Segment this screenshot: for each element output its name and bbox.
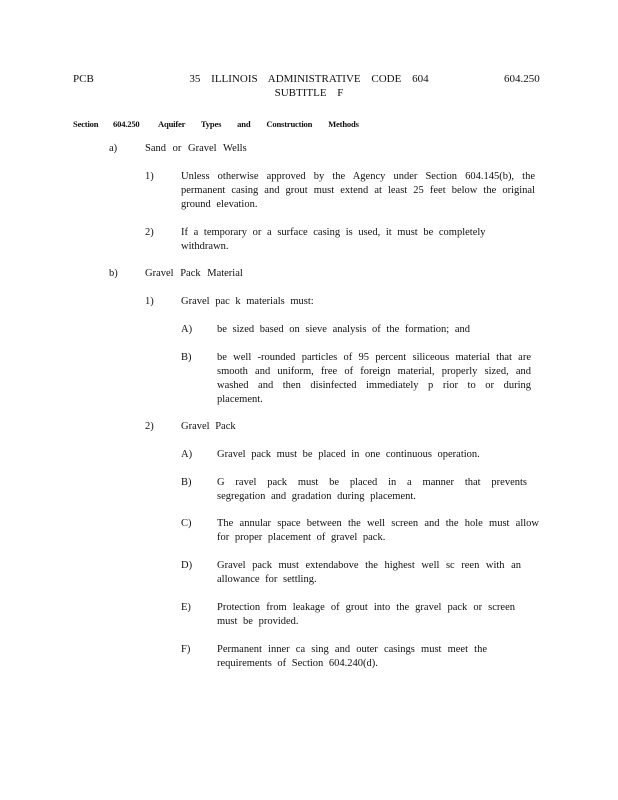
item-marker: B)	[181, 352, 192, 363]
item-text: Gravel pack must be placed in one continuous operation.	[217, 449, 480, 460]
item-text: Protection from leakage of grout into the gravel pack or screen must be provided.	[217, 602, 515, 627]
item-text: If a temporary or a surface casing is used, it must be completely withdrawn.	[181, 227, 486, 252]
item-marker: a)	[109, 143, 118, 154]
item-text: Gravel Pack	[181, 421, 236, 432]
item-text: The annular space between the well screen and the hole must allow for proper placement of gravel pack.	[217, 518, 539, 543]
item-text: G ravel pack must be placed in a manner that prevents segregation and gradation during placement.	[217, 477, 527, 502]
item-marker: 2)	[145, 421, 154, 432]
item-marker: A)	[181, 324, 193, 335]
header-code-title: 35 ILLINOIS ADMINISTRATIVE CODE 604	[189, 73, 429, 85]
section-word: Section	[73, 119, 99, 129]
item-text: Gravel pack must extendabove the highest well sc reen with an allowance for settling.	[217, 560, 521, 585]
item-marker: 1)	[145, 296, 154, 307]
item-text: Gravel Pack Material	[145, 268, 243, 279]
item-marker: D)	[181, 560, 193, 571]
item-marker: 2)	[145, 227, 154, 238]
item-text: Permanent inner ca sing and outer casings must meet the requirements of Section 604.240(d).	[217, 644, 487, 669]
item-text: Gravel pac k materials must:	[181, 296, 314, 307]
header-section-number: 604.250	[504, 73, 540, 85]
item-text: be well -rounded particles of 95 percent siliceous material that are smooth and uniform, free of foreign material, properly sized, and washed and then disinfected immediately p rior to or during placement.	[217, 352, 531, 405]
item-text: Sand or Gravel Wells	[145, 143, 247, 154]
item-marker: F)	[181, 644, 191, 655]
item-marker: B)	[181, 477, 192, 488]
section-title: Aquifer Types and Construction Methods	[158, 119, 359, 129]
header-agency: PCB	[73, 73, 94, 85]
item-marker: b)	[109, 268, 118, 279]
item-marker: A)	[181, 449, 193, 460]
item-marker: C)	[181, 518, 192, 529]
item-marker: 1)	[145, 171, 154, 182]
item-text: be sized based on sieve analysis of the formation; and	[217, 324, 470, 335]
header-subtitle: SUBTITLE F	[274, 87, 344, 99]
section-number: 604.250	[113, 119, 140, 129]
item-marker: E)	[181, 602, 191, 613]
item-text: Unless otherwise approved by the Agency under Section 604.145(b), the permanent casing and grout must extend at least 25 feet below the original ground elevation.	[181, 171, 535, 210]
